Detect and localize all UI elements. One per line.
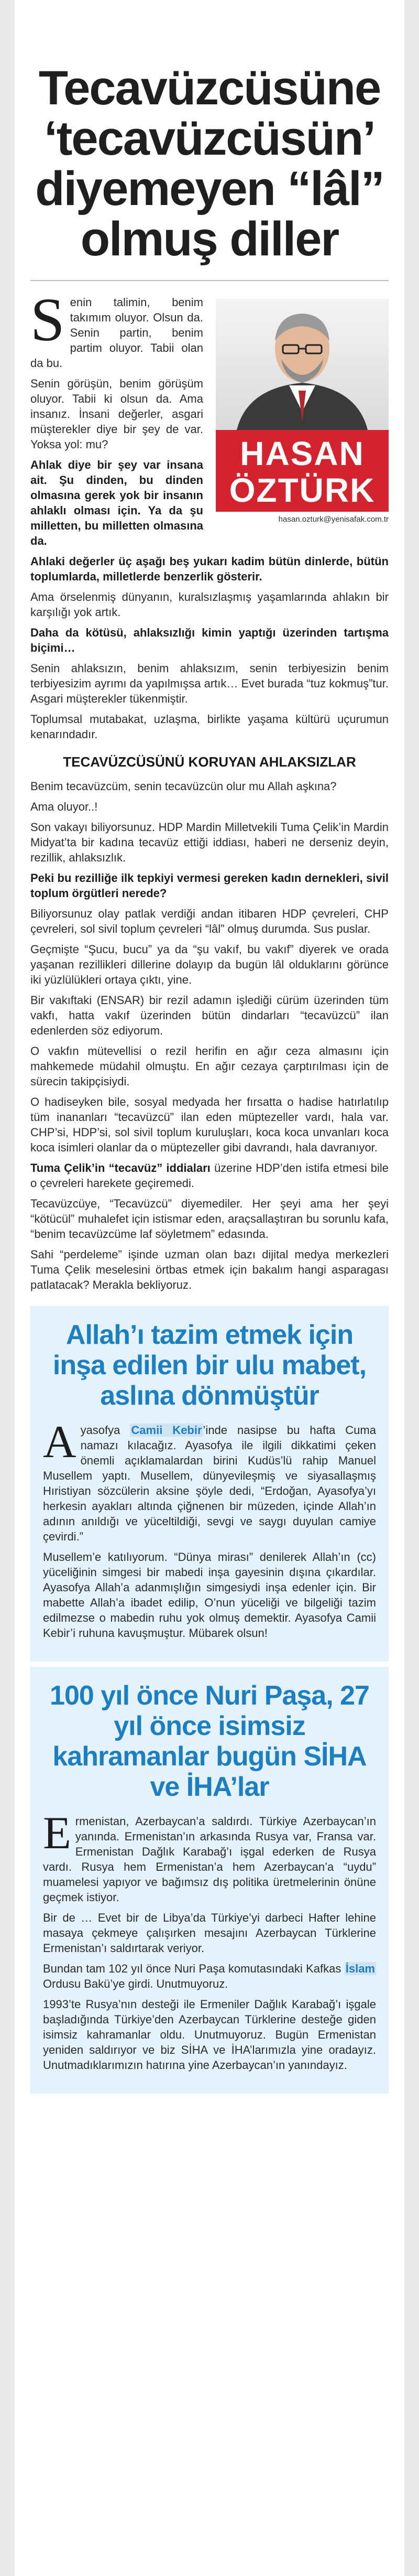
left-margin-rail: [0, 0, 15, 2576]
author-photo: [216, 299, 389, 430]
right-margin-rail: [404, 0, 419, 2576]
article-paragraph-bold: Peki bu rezilliğe ilk tepkiyi vermesi gereken kadın dernekleri, sivil toplum örgütleri nerede?: [30, 871, 389, 900]
author-box: [216, 299, 389, 525]
author-email[interactable]: hasan.ozturk@yenisafak.com.tr: [278, 515, 389, 524]
box-paragraph: 1993’te Rusya’nın desteği ile Ermeniler Dağlık Karabağ’ı işgale başladığında Türkiye’den Azerbaycan Türklerine desteğe giden isimsiz kahramanlar oldu. Unutmuyoruz. Bugün Ermenistan yeniden saldırıyor ve biz SİHA ve İHA’larımızla yine oradayız. Unutmadıklarımızın hatırına yine Azerbaycan’ın yanındayız.: [43, 1998, 376, 2072]
article-paragraph: Senin talimin, benim takımım oluyor. Olsun da. Senin partin, benim partim oluyor. Tabii olan da bu.: [30, 285, 203, 370]
sidebar-box-ayasofya: [30, 1306, 389, 1662]
article-column: [30, 0, 389, 2094]
page-title: Tecavüzcüsüne ‘tecavüzcüsün’ diyemeyen “lâl” olmuş diller: [35, 61, 384, 266]
article-paragraph: Ama oluyor..!: [30, 800, 98, 813]
article-paragraph: O vakfın mütevellisi o rezil herifin en ağır ceza almasını için mahkemede müdahil olmuştu. En ağır cezaya çarptırılması için de sürecin takipçisiydi.: [30, 1044, 389, 1088]
article-paragraph: Ama örselenmiş dünyanın, kuralsızlaşmış yaşamlarında ahlakın bir karşılığı yok artık.: [30, 590, 389, 619]
article-paragraph-bold: Daha da kötüsü, ahlaksızlığı kimin yaptığı üzerinden tartışma biçimi…: [30, 626, 389, 654]
box-paragraph: Ermenistan, Azerbaycan’a saldırdı. Türkiye Azerbaycan’ın yanında. Ermenistan’ın arkasında Rusya var, Fransa var. Ermenistan Dağlık Karabağ’ı işgal ederken de Rusya vardı. Rusya hem Ermenistan’a hem Azerbaycan’a “uydu” muamelesi yapıyor ve bağımsız dış politika üretmelerinin önüne geçmek istiyor.: [43, 1808, 376, 1904]
author-last-name: ÖZTÜRK: [229, 471, 376, 509]
box-paragraph: Bundan tam 102 yıl önce Nuri Paşa komutasındaki Kafkas İslam Ordusu Bakü’ye girdi. Unutmuyoruz.: [43, 1962, 375, 1990]
article-paragraph: Tecavüzcüye, “Tecavüzcü” diyemediler. Her şeyi ama her şeyi “kötücül” muhalefet için istismar eden, araçsallaştıran bu sorunlu kafa, “benim tecavüzcüme laf söyletmem” edasında.: [30, 1197, 389, 1241]
box-title: 100 yıl önce Nuri Paşa, 27 yıl önce isimsiz kahramanlar bugün SİHA ve İHA’lar: [50, 1680, 369, 1802]
article-paragraph: O hadiseyken bile, sosyal medyada her fırsatta o hadise hatırlatılıp tüm inananları “tecavüzcü” ilan eden müptezeller vardı, hala var. CHP’si, HDP’si, sol sivil toplum kuruluşları, koca koca unvanları koca koca isimleri olanlar da o müptezeller gibi davrandı, hala davranıyor.: [30, 1095, 389, 1154]
article-paragraph: Biliyorsunuz olay patlak verdiği andan itibaren HDP çevreleri, CHP çevreleri, sol sivil toplum çevreleri “lâl” olmuş durumda. Sus puslar.: [30, 907, 389, 935]
article-paragraph: Son vakayı biliyorsunuz. HDP Mardin Milletvekili Tuma Çelik’in Mardin Midyat’ta bir kadına tecavüz ettiği iddiası, haberi ne derseniz deyin, rezillik, ahlaksızlık.: [30, 821, 389, 864]
article-paragraph: Senin ahlaksızın, benim ahlaksızım, senin terbiyesizin benim terbiyesizim ayrımı da yapılmışsa artık… Evet burada “tuz kokmuş”tur. Asgari müşterekler tükenmiştir.: [30, 662, 389, 705]
drop-cap: E: [43, 1808, 71, 1859]
highlight-term: İslam: [345, 1962, 375, 1975]
section-subhead: TECAVÜZCÜSÜNÜ KORUYAN AHLAKSIZLAR: [63, 754, 356, 770]
author-first-name: HASAN: [240, 435, 365, 472]
article-paragraph: Toplumsal mutabakat, uzlaşma, birlikte yaşama kültürü uçurumun kenarındadır.: [30, 713, 389, 741]
article-paragraph: Tuma Çelik’in “tecavüz” iddiaları üzerine HDP’den istifa etmesi bile o çevreleri harekete geçiremedi.: [30, 1161, 389, 1190]
box-paragraph: Ayasofya Camii Kebir’inde nasipse bu hafta Cuma namazı kılacağız. Ayasofya ile ilgili dikkatimi çeken önemli açıklamalardan birini Kudüs’lü rahip Manuel Musellem yaptı. Musellem, dünyevileşmiş ve siyasallaşmış Hıristiyan sözcülerin aksine şöyle dedi, “Erdoğan, Ayasofya’yı herkesin ayakları altında çiğnenen bir müzeden, içinde Allah’ın adının anıldığı ve yüceltildiği, sevgi ve saygı duyulan camiye çevirdi.”: [43, 1417, 376, 1543]
drop-cap: S: [30, 285, 65, 354]
article-paragraph: Sahi “perdeleme” işinde uzman olan bazı dijital medya merkezleri Tuma Çelik meselesini örtbas etmek için bakalım hangi asparagası patlatacak? Merakla bekliyoruz.: [30, 1248, 389, 1291]
article-paragraph: Senin görüşün, benim görüşüm oluyor. Tabii ki olsun da. Ama insanız. İnsani değerler, asgari müşterekler diye bir şey de var. Yoksa yol: mu?: [30, 377, 203, 451]
article-paragraph: Geçmişte “Şucu, bucu” ya da “şu vakıf, bu vakıf” diyerek ve orada yaşanan rezillikleri dillerine dolayıp da bugün lâl olduklarını görünce iki yüzlülükleri ortaya çıktı, yine.: [30, 943, 389, 986]
highlight-term: Camii Kebir: [131, 1424, 202, 1437]
headline-divider: [30, 280, 389, 281]
article-paragraph-bold: Ahlak diye bir şey var insana ait. Şu dinden, bu dinden olmasına gerek yok bir insanın ahlaklı olması için. Ya da şu milletten, bu milletten olmasına da.: [30, 458, 203, 547]
article-paragraph: Bir vakıftaki (ENSAR) bir rezil adamın işlediği cürüm üzerinden tüm vakfı, hatta vakıf üzerinden bütün dindarları “tecavüzcü” ilan edenlerden söz ediyorum.: [30, 994, 389, 1037]
box-title: Allah’ı tazim etmek için inşa edilen bir ulu mabet, aslına dönmüştür: [52, 1320, 367, 1411]
sidebar-box-azerbaijan: [30, 1667, 389, 2094]
box-paragraph: Bir de … Evet bir de Libya’da Türkiye’yi darbeci Hafter lehine masaya çekmeye çalışırken mesajını Azerbaycan Türklerine Ermenistan’ı saldırtarak veriyor.: [43, 1911, 376, 1955]
portrait-illustration: [216, 299, 389, 430]
author-nameplate: [216, 430, 389, 512]
box-paragraph: Musellem’e katılıyorum. “Dünya mirası” denilerek Allah’ın (cc) yüceliğinin simgesi bir mabedi inşa gayesinin dışına çıkardılar. Ayasofya Allah’a adanmışlığın simgesiydi inşa edenler için. Bir mabette Allah’a ibadet edilip, O’nun yüceliği ve bilgeliği tazim edilmezse o mabedin ruhu yok olmuş demektir. Ayasofya Camii Kebir’i ruhuna kavuşmuştur. Mübarek olsun!: [43, 1550, 376, 1640]
drop-cap: A: [43, 1417, 76, 1468]
article-paragraph-bold: Ahlaki değerler üç aşağı beş yukarı kadim bütün dinlerde, bütün toplumlarda, milletlerde benzerlik gösterir.: [30, 555, 389, 583]
article-paragraph: Benim tecavüzcüm, senin tecavüzcün olur mu Allah aşkına?: [30, 780, 337, 793]
